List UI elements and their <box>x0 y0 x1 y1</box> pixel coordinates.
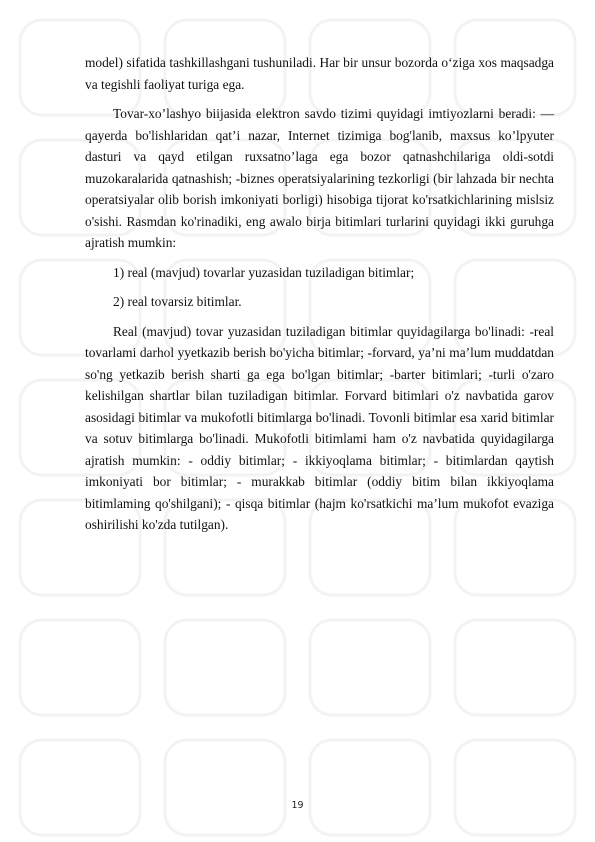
page-number: 19 <box>291 800 304 811</box>
paragraph-electronic-trading-benefits: Tovar-xo’lashyo biijasida elektron savdo tizimi quyidagi imtiyozlarni beradi: —qayerda bo'lishlaridan qat’i nazar, Internet tizimiga bog'lanib, maxsus ko’lpyuter dasturi va qayd etilgan ruxsatno’laga ega bozor qatnashchilariga oldi-sotdi muzokaralarida qatnashish; -biznes operatsiyalarining tezkorligi (bir lahzada bir nechta operatsiyalar olib borish imkoniyati borligi) hisobiga tijorat ko'rsatkichlarining mislsiz o'sishi. Rasmdan ko'rinadiki, eng awalo birja bitimlari turlarini quyidagi ikki guruhga ajratish mumkin: <box>85 106 554 250</box>
paragraph-continuation: model) sifatida tashkillashgani tushuniladi. Har bir unsur bozorda o‘ziga xos maqsadga va tegishli faoliyat turiga ega. <box>85 55 554 92</box>
document-body <box>85 52 554 536</box>
list-item-real-goods-deals: 1) real (mavjud) tovarlar yuzasidan tuziladigan bitimlar; <box>113 264 415 280</box>
paragraph-deal-types: Real (mavjud) tovar yuzasidan tuziladigan bitimlar quyidagilarga bo'linadi: -real tovarlami darhol yyetkazib berish bo'yicha bitimlar; -forvard, ya’ni ma’lum muddatdan so'ng yetkazib berish sharti ga ega bo'lgan bitimlar; -barter bitimlari; -turli o'zaro kelishilgan shartlar bilan tuziladigan bitimlar. Forvard bitimlari o'z navbatida garov asosidagi bitimlar va mukofotli bitimlarga bo'linadi. Tovonli bitimlar esa xarid bitimlar va sotuv bitimlarga bo'linadi. Mukofotli bitimlami ham o'z navbatida quyidagilarga ajratish mumkin: - oddiy bitimlar; - ikkiyoqlama bitimlar; - bitimlardan qaytish imkoniyati bor bitimlar; - murakkab bitimlar (oddiy bitim bilan ikkiyoqlama bitimlaming qo'shilgani); - qisqa bitimlar (hajm ko'rsatkichi ma’lum mukofot evaziga oshirilishi ko'zda tutilgan). <box>85 323 554 532</box>
list-item-non-goods-deals: 2) real tovarsiz bitimlar. <box>113 294 242 309</box>
